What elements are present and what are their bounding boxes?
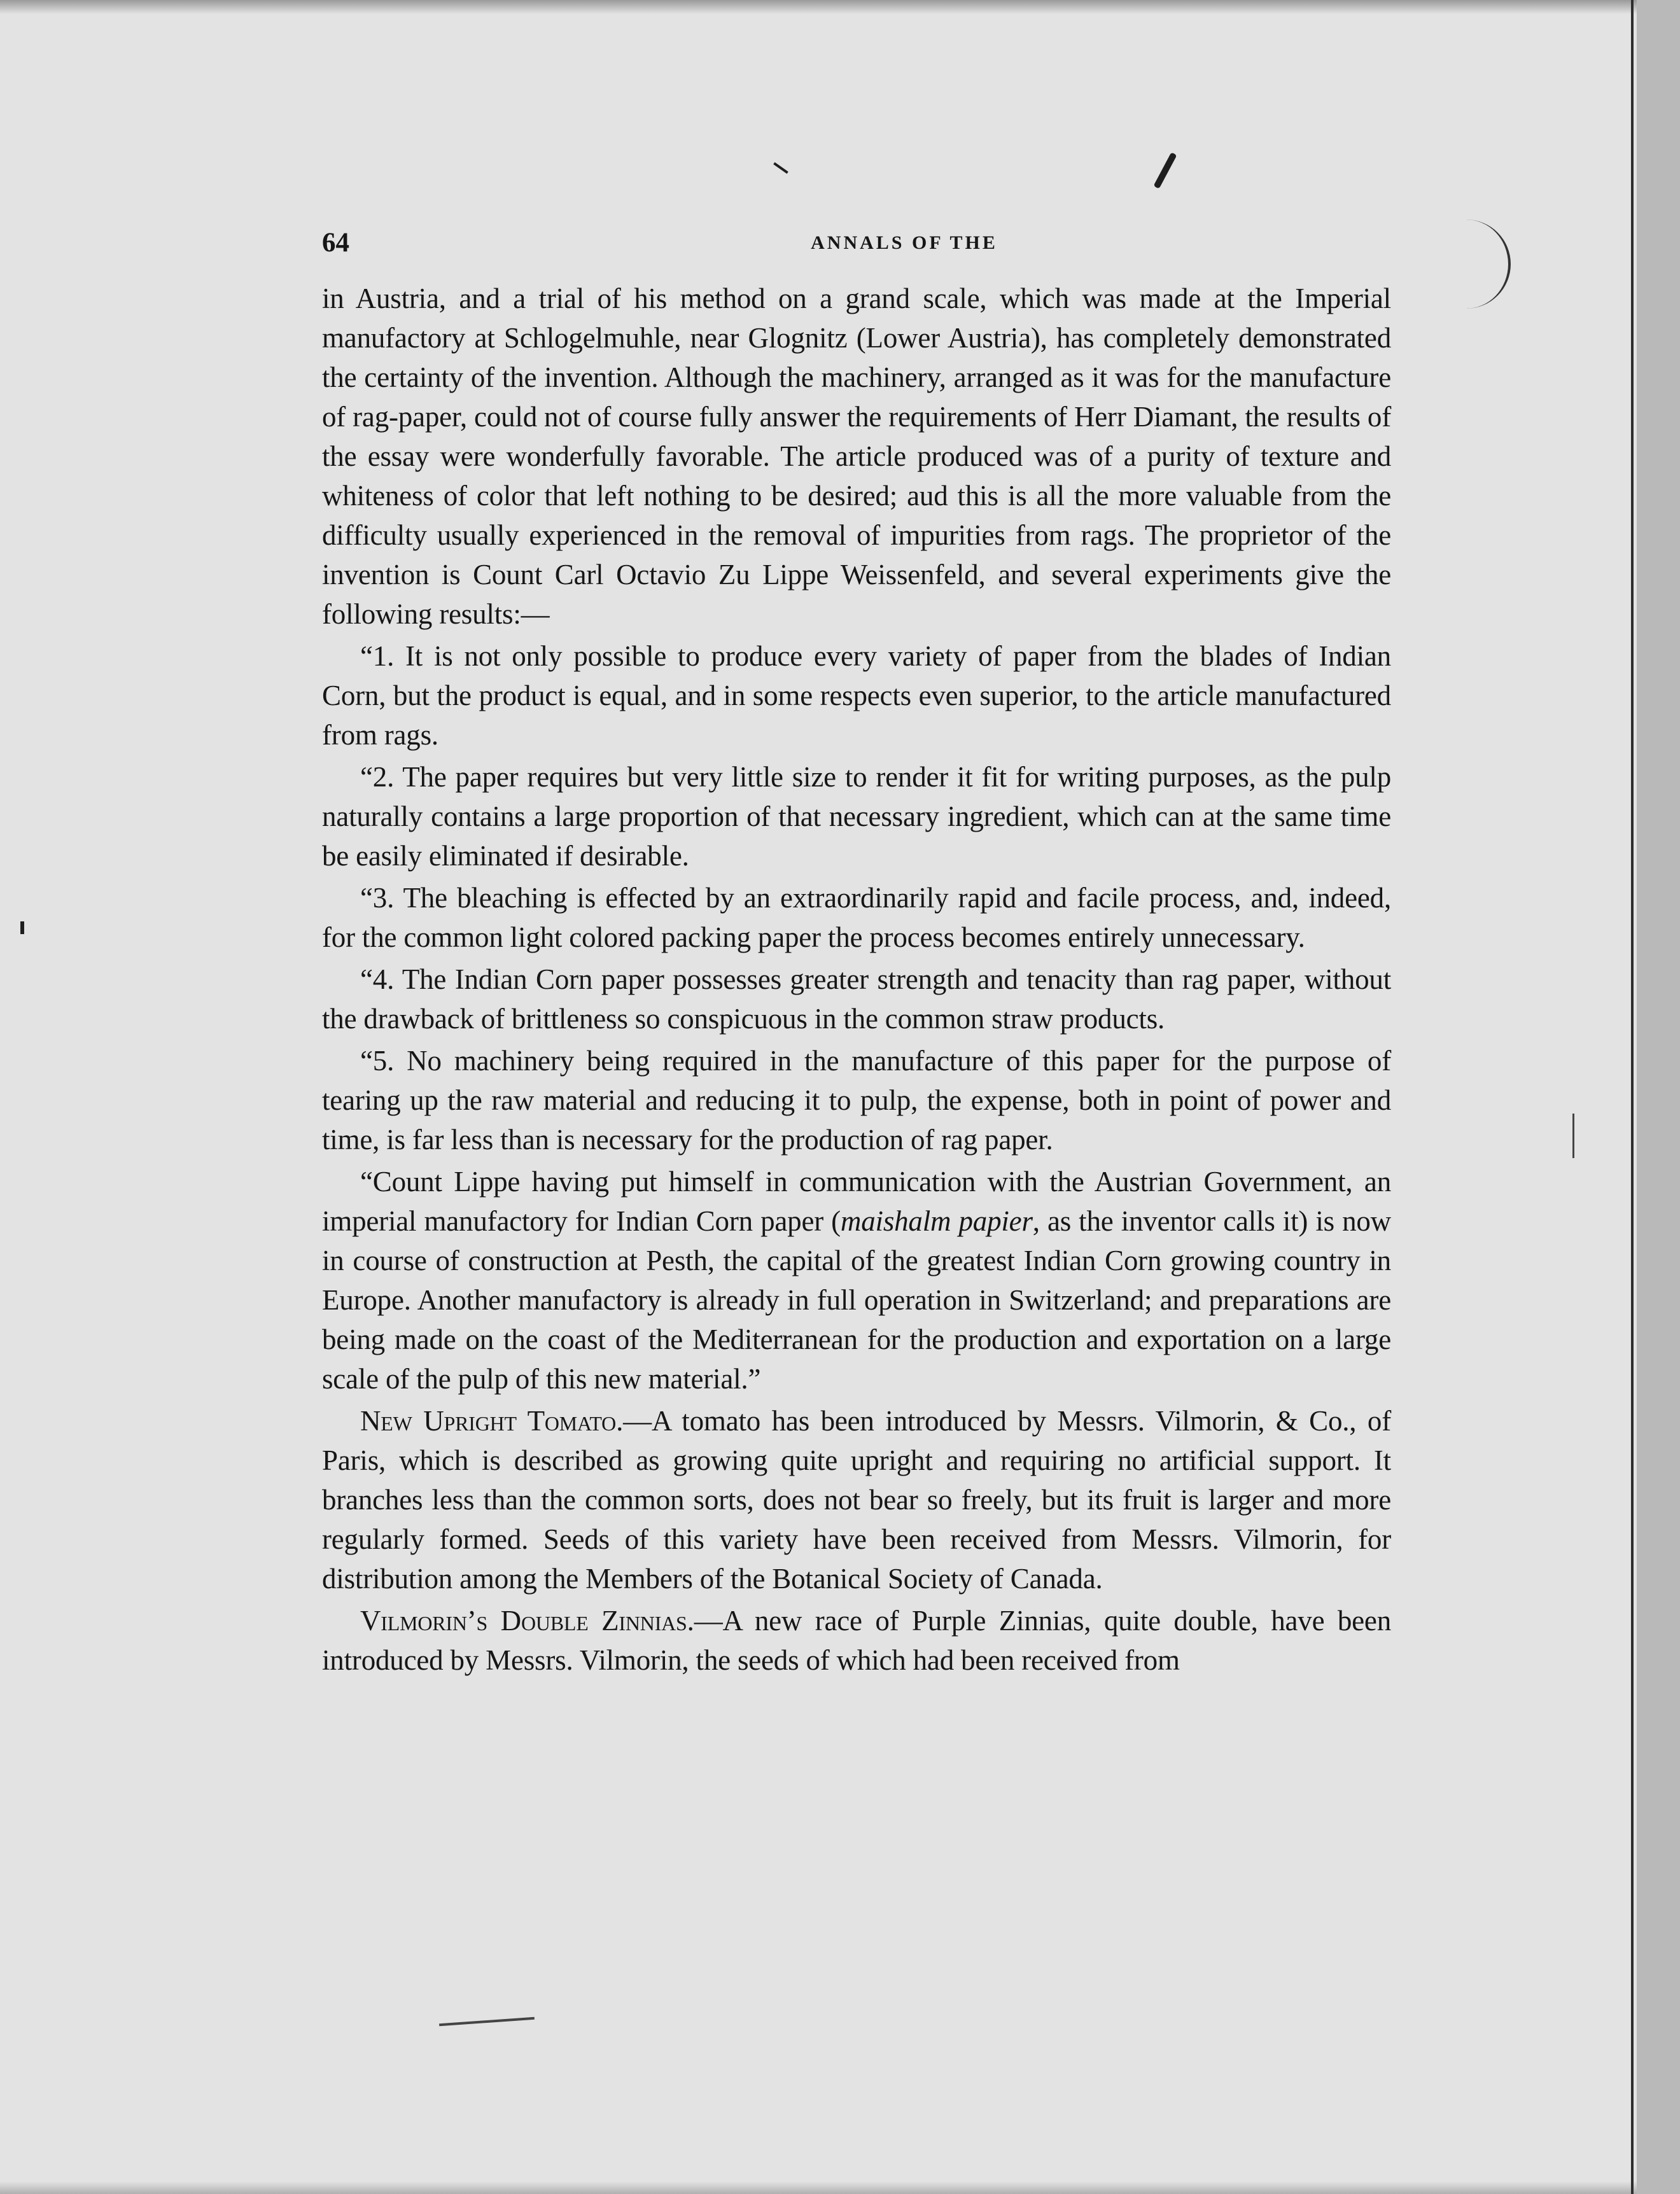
paragraph-point-3: “3. The bleaching is effected by an extraordinarily rapid and facile process, and, indeed, for the common light colored packing paper the process becomes entirely unnecessary.	[322, 882, 1391, 953]
scan-speck-left	[20, 921, 24, 934]
running-head: ANNALS OF THE	[811, 232, 998, 253]
paragraph-continuation: in Austria, and a trial of his method on a grand scale, which was made at the Imperial manufactory at Schlogelmuhle, near Glognitz (Lower Austria), has completely demonstrated the certainty of the invention. Although the machinery, arranged as it was for the manufacture of rag-paper, could not of course fully answer the requirements of Herr Diamant, the results of the essay were wonderfully favorable. The article produced was of a purity of texture and whiteness of color that left nothing to be desired; aud this is all the more valuable from the difficulty usually experienced in the removal of impurities from rags. The proprietor of the invention is Count Carl Octavio Zu Lippe Weissenfeld, and several experiments give the following results:—	[322, 283, 1391, 630]
scan-right-margin	[1637, 0, 1680, 2194]
scan-speck-top	[1154, 152, 1177, 189]
page-header	[322, 224, 1391, 262]
scan-speck-bottom	[439, 2017, 535, 2026]
scan-bottom-shadow	[0, 2181, 1637, 2194]
page-number: 64	[322, 228, 349, 258]
scan-bracket-right	[1464, 220, 1511, 309]
paragraph-count-lippe-start: “Count Lippe having put himself in communication with the Austrian Government, an imperial manufactory for Indian Corn paper (	[322, 1166, 1391, 1237]
scan-top-shadow	[0, 0, 1637, 14]
paragraph-point-5: “5. No machinery being required in the manufacture of this paper for the purpose of tearing up the raw material and reducing it to pulp, the expense, both in point of power and time, is far less than is necessary for the production of rag paper.	[322, 1045, 1391, 1156]
italic-term: maishalm papier	[840, 1205, 1033, 1237]
paragraph-point-2: “2. The paper requires but very little size to render it fit for writing purposes, as the pulp naturally contains a large proportion of that necessary ingredient, which can at the same time be easily eliminated if desirable.	[322, 761, 1391, 872]
body-text	[322, 279, 1391, 1680]
scan-speck-top-left	[773, 162, 788, 174]
paragraph-count-lippe	[322, 1162, 1391, 1399]
scan-line-right	[1572, 1114, 1574, 1158]
scan-right-border-line	[1631, 0, 1634, 2194]
paragraph-upright-tomato	[322, 1401, 1391, 1598]
paragraph-point-4: “4. The Indian Corn paper possesses greater strength and tenacity than rag paper, without the drawback of brittleness so conspicuous in the common straw products.	[322, 963, 1391, 1035]
section-heading-tomato: New Upright Tomato.	[360, 1405, 624, 1437]
paragraph-upright-tomato-text: —A tomato has been introduced by Messrs. Vilmorin, & Co., of Paris, which is described as growing quite upright and requiring no artificial support. It branches less than the common sorts, does not bear so freely, but its fruit is larger and more regularly formed. Seeds of this variety have been received from Messrs. Vilmorin, for distribution among the Members of the Botanical Society of Canada.	[322, 1405, 1391, 1595]
paragraph-count-lippe-end: , as the inventor calls it) is now in course of construction at Pesth, the capital of the greatest Indian Corn growing country in Europe. Another manufactory is already in full operation in Switzerland; and preparations are being made on the coast of the Mediterranean for the production and exportation on a large scale of the pulp of this new material.”	[322, 1205, 1391, 1395]
paragraph-double-zinnias-text: —A new race of Purple Zinnias, quite double, have been introduced by Messrs. Vilmorin, the seeds of which had been received from	[322, 1605, 1391, 1676]
paragraph-point-1: “1. It is not only possible to produce every variety of paper from the blades of Indian Corn, but the product is equal, and in some respects even superior, to the article manufactured from rags.	[322, 640, 1391, 751]
section-heading-zinnias: Vilmorin’s Double Zinnias.	[360, 1605, 694, 1637]
paragraph-double-zinnias	[322, 1601, 1391, 1680]
